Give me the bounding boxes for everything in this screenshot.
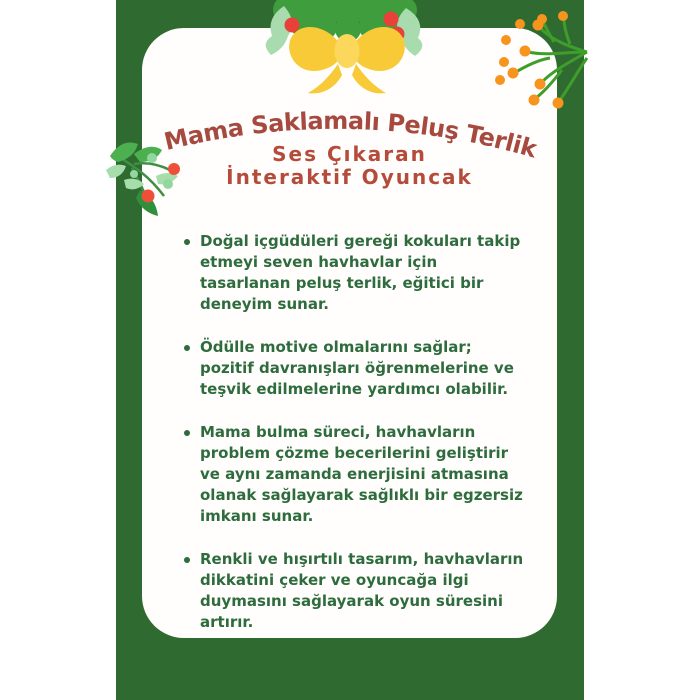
- subtitle: [142, 143, 557, 189]
- bullet-dot-icon: [184, 557, 190, 563]
- list-item: [184, 231, 526, 315]
- feature-list: [184, 231, 526, 633]
- list-item: [184, 337, 526, 400]
- subtitle-line-1: Ses Çıkaran: [272, 142, 427, 166]
- list-item-text: Renkli ve hışırtılı tasarım, havhavların dikkatini çeker ve oyuncağa ilgi duymasını sağlayarak oyun süresini artırır.: [200, 550, 524, 631]
- bullet-dot-icon: [184, 239, 190, 245]
- list-item: [184, 422, 526, 527]
- list-item-text: Ödülle motive olmalarını sağlar; pozitif davranışları öğrenmelerine ve teşvik edilmelerine yardımcı olabilir.: [200, 338, 514, 398]
- bullet-dot-icon: [184, 345, 190, 351]
- subtitle-line-2: İnteraktif Oyuncak: [226, 165, 473, 189]
- list-item: [184, 549, 526, 633]
- page-title-text: Mama Saklamalı Peluş Terlik: [161, 106, 540, 164]
- list-item-text: Mama bulma süreci, havhavların problem çözme becerilerini geliştirir ve aynı zamanda enerjisini atmasına olanak sağlayarak sağlıklı bir egzersiz imkanı sunar.: [200, 423, 523, 525]
- list-item-text: Doğal içgüdüleri gereği kokuları takip etmeyi seven havhavlar için tasarlanan peluş terlik, eğitici bir deneyim sunar.: [200, 232, 521, 313]
- bullet-dot-icon: [184, 430, 190, 436]
